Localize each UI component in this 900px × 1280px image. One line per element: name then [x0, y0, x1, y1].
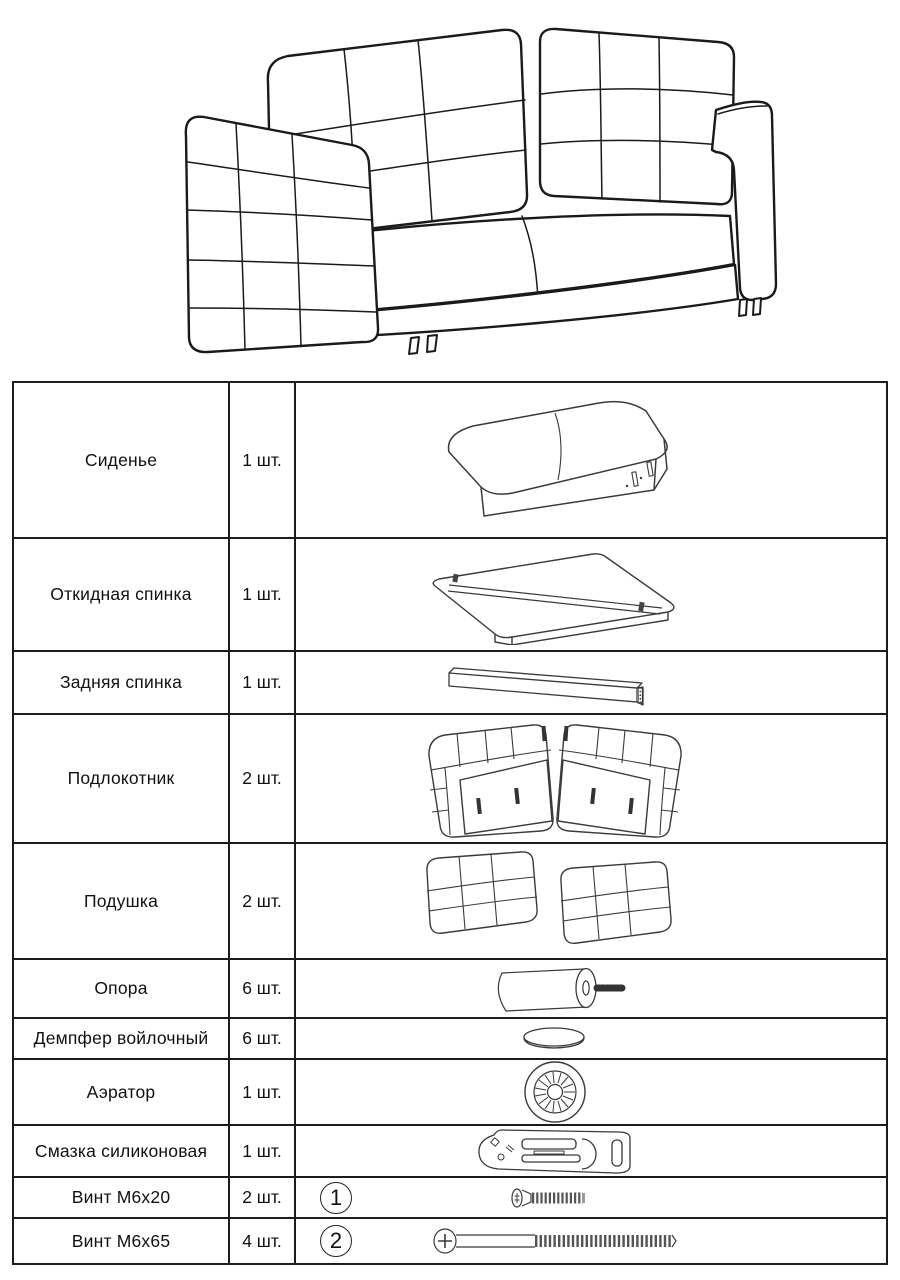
folding-backrest-illustration	[415, 545, 695, 645]
aerator-illustration	[517, 1061, 593, 1123]
table-row	[14, 1219, 886, 1263]
armrest-pair-illustration	[415, 718, 695, 840]
table-row	[14, 1126, 886, 1178]
part-qty: 1 шт.	[230, 539, 296, 650]
part-illustration-cell	[296, 1219, 886, 1263]
table-row	[14, 1178, 886, 1219]
part-name: Демпфер войлочный	[14, 1019, 230, 1058]
part-qty: 2 шт.	[230, 844, 296, 958]
table-row	[14, 715, 886, 844]
screw1-marker: 1	[320, 1182, 352, 1214]
part-qty: 1 шт.	[230, 652, 296, 713]
table-row	[14, 960, 886, 1019]
screw-m6x65-illustration	[430, 1226, 680, 1256]
leg-support-illustration	[480, 961, 630, 1017]
part-illustration-cell	[296, 960, 886, 1017]
part-qty: 4 шт.	[230, 1219, 296, 1263]
part-name: Смазка силиконовая	[14, 1126, 230, 1176]
silicone-grease-illustration	[470, 1126, 640, 1176]
screw-m6x20-illustration	[505, 1185, 605, 1211]
part-name: Опора	[14, 960, 230, 1017]
table-row	[14, 383, 886, 539]
part-illustration-cell	[296, 539, 886, 650]
part-name: Винт М6х65	[14, 1219, 230, 1263]
part-illustration-cell	[296, 1019, 886, 1058]
table-row	[14, 844, 886, 960]
part-illustration-cell	[296, 1126, 886, 1176]
table-row	[14, 1060, 886, 1126]
seat-illustration	[405, 390, 705, 530]
part-illustration-cell	[296, 652, 886, 713]
table-row	[14, 539, 886, 652]
part-qty: 1 шт.	[230, 383, 296, 537]
part-name: Откидная спинка	[14, 539, 230, 650]
part-illustration-cell	[296, 844, 886, 958]
rear-back-panel-illustration	[435, 657, 675, 709]
table-row	[14, 1019, 886, 1060]
part-name: Подлокотник	[14, 715, 230, 842]
part-qty: 6 шт.	[230, 1019, 296, 1058]
part-name: Сиденье	[14, 383, 230, 537]
part-name: Задняя спинка	[14, 652, 230, 713]
parts-table	[12, 381, 888, 1265]
part-illustration-cell	[296, 383, 886, 537]
part-name: Аэратор	[14, 1060, 230, 1124]
part-qty: 2 шт.	[230, 715, 296, 842]
part-illustration-cell	[296, 1060, 886, 1124]
screw2-marker: 2	[320, 1225, 352, 1257]
part-name: Подушка	[14, 844, 230, 958]
part-qty: 1 шт.	[230, 1060, 296, 1124]
cushion-pair-illustration	[415, 847, 695, 955]
felt-damper-illustration	[515, 1025, 595, 1053]
part-illustration-cell	[296, 1178, 886, 1217]
part-illustration-cell	[296, 715, 886, 842]
sofa-line-drawing-svg	[106, 2, 786, 360]
sofa-illustration	[106, 2, 786, 360]
part-name: Винт М6х20	[14, 1178, 230, 1217]
part-qty: 1 шт.	[230, 1126, 296, 1176]
part-qty: 6 шт.	[230, 960, 296, 1017]
table-row	[14, 652, 886, 715]
part-qty: 2 шт.	[230, 1178, 296, 1217]
